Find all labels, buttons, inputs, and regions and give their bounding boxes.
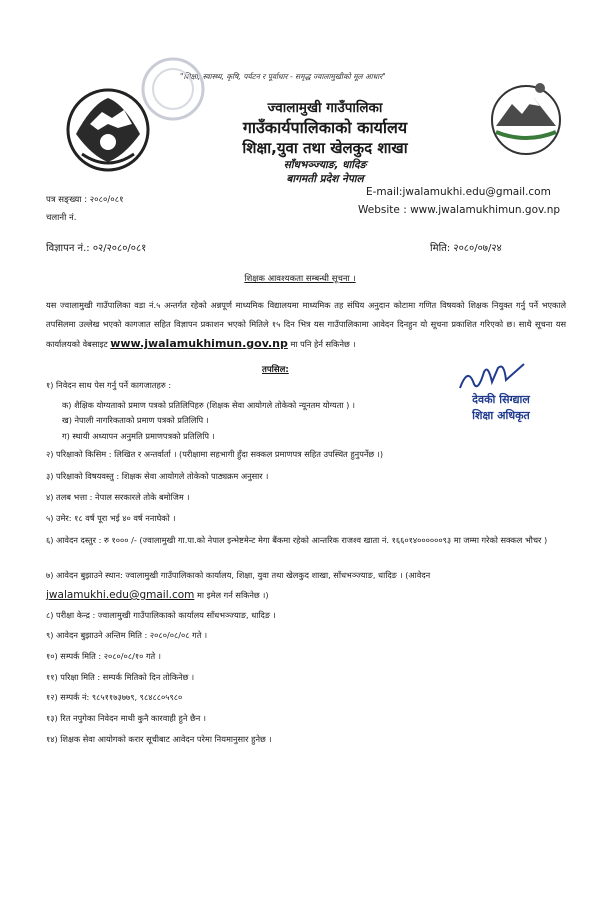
org-line-address: साँधभञ्ज्याङ, धादिङ [283, 159, 367, 171]
nepal-emblem-icon [62, 84, 154, 176]
list-item-continuation [46, 589, 566, 601]
dispatch-number: चलानी नं. [46, 213, 77, 223]
list-item: ३) परिक्षाको विषयवस्तु : शिक्षक सेवा आयोगले तोकेको पाठ्यक्रम अनुसार । [46, 471, 269, 481]
list-item: ख) नेपाली नागरिकताको प्रमाण पत्रको प्रतिलिपि । [62, 415, 209, 425]
org-line-municipality: ज्वालामुखी गाउँपालिका [267, 100, 383, 116]
org-line-office: गाउँकार्यपालिकाको कार्यालय [242, 118, 408, 137]
email-note: मा इमेल गर्न सकिनेछ ।) [196, 590, 269, 600]
list-item: २) परिक्षाको किसिम : लिखित र अन्तर्वार्ता । (परीक्षामा सहभागी हुँदा सक्कल प्रमाणपत्र सहित उपस्थित हुनुपर्नेछ ।) [46, 449, 384, 459]
list-item: १४) शिक्षक सेवा आयोगको करार सूचीबाट आवेदन परेमा नियमानुसार हुनेछ । [46, 734, 272, 744]
list-item: क) शैक्षिक योग्यताको प्रमाण पत्रको प्रतिलिपिहरु (शिक्षक सेवा आयोगले तोकेको न्यूनतम योग्यता ) । [62, 400, 355, 410]
org-line-section: शिक्षा,युवा तथा खेलकुद शाखा [242, 139, 408, 157]
notice-date: मिति: २०८०/०७/२४ [430, 243, 502, 254]
website-link[interactable]: www.jwalamukhimun.gov.np [110, 337, 288, 350]
list-item: ४) तलब भत्ता : नेपाल सरकारले तोके बमोजिम । [46, 492, 190, 502]
application-email-link[interactable]: jwalamukhi.edu@gmail.com [46, 589, 195, 601]
letter-reference-number: पत्र सङ्ख्या : २०८०/०८१ [46, 195, 124, 205]
notice-number: विज्ञापन नं.: ०२/२०८०/०८१ [46, 243, 147, 254]
list-item: ७) आवेदन बुझाउने स्थान: ज्वालामुखी गाउँपालिकाको कार्यालय, शिक्षा, युवा तथा खेलकुद शाखा, साँधभञ्ज्याङ, धादिङ । (आवेदन [46, 570, 431, 580]
signatory-title: शिक्षा अधिकृत [472, 409, 530, 422]
list-item: १०) सम्पर्क मिति : २०८०/०८/१० गते । [46, 651, 161, 661]
list-item: ५) उमेर: १८ वर्ष पूरा भई ४० वर्ष ननाघेको । [46, 513, 176, 523]
motto-text: "शिक्षा, स्वास्थ्य, कृषि, पर्यटन र पूर्वाधार - समृद्ध ज्वालामुखीको मूल आधार" [180, 72, 386, 81]
list-item: ९) आवेदन बुझाउने अन्तिम मिति : २०८०/०८/०८ गते । [46, 630, 208, 640]
contact-email: E-mail:jwalamukhi.edu@gmail.com [366, 186, 551, 198]
signatory-name: देवकी सिग्द्याल [472, 393, 530, 406]
contact-website: Website : www.jwalamukhimun.gov.np [358, 204, 561, 216]
list-item: १३) रित नपुगेका निवेदन माथी कुनै कारवाही हुने छैन । [46, 713, 206, 723]
list-item: ग) स्थायी अध्यापन अनुमति प्रमाणपत्रको प्रतिलिपि । [62, 431, 215, 441]
list-item: ६) आवेदन दस्तुर : रु १००० /- (ज्वालामुखी गा.पा.को नेपाल इन्भेष्टमेन्ट मेगा बैंकमा रहेको आन्तरिक राजश्व खाता नं. १६६०१४००००००९३ मा जम्मा गरेको सक्कल भौचर ) [46, 535, 548, 545]
details-heading: तपसिल: [262, 365, 289, 375]
notice-title: शिक्षक आवश्यकता सम्बन्धी सूचना । [244, 274, 356, 284]
list-item: १) निवेदन साथ पेस गर्नु पर्ने कागजातहरु : [46, 380, 172, 390]
paragraph-text: यस ज्वालामुखी गाउँपालिका वडा नं.५ अन्तर्गत रहेको अन्नपूर्ण माध्यमिक विद्यालयमा माध्यमिक तह संघिय अनुदान कोटामा गणित विषयको शिक्षक नियुक्त गर्नु पर्ने भएकाले तपसिलमा उल्लेख भएको कागजात सहित विज्ञापन प्रकाशन भएको मितिले १५ दिन भित्र यस गाउँपालिकामा आवेदन दिनहुन यो सूचना प्रकाशित गरिएको छ। साथै सूचना यस कार्यालयको वेबसाइट [46, 300, 566, 349]
org-line-province: बागमती प्रदेश नेपाल [286, 173, 364, 185]
list-item: ८) परीक्षा केन्द्र : ज्वालामुखी गाउँपालिकाको कार्यालय साँधभञ्ज्याङ, धादिङ । [46, 610, 276, 620]
notice-paragraph [46, 296, 566, 354]
list-item: १२) सम्पर्क नं: ९८५११७३७७९, ९८४८८०५९८० [46, 692, 183, 702]
municipality-logo-icon [482, 78, 570, 158]
list-item: ११) परिक्षा मिति : सम्पर्क मितिको दिन तोकिनेछ । [46, 672, 195, 682]
paragraph-text-end: मा पनि हेर्न सकिनेछ । [290, 339, 356, 349]
